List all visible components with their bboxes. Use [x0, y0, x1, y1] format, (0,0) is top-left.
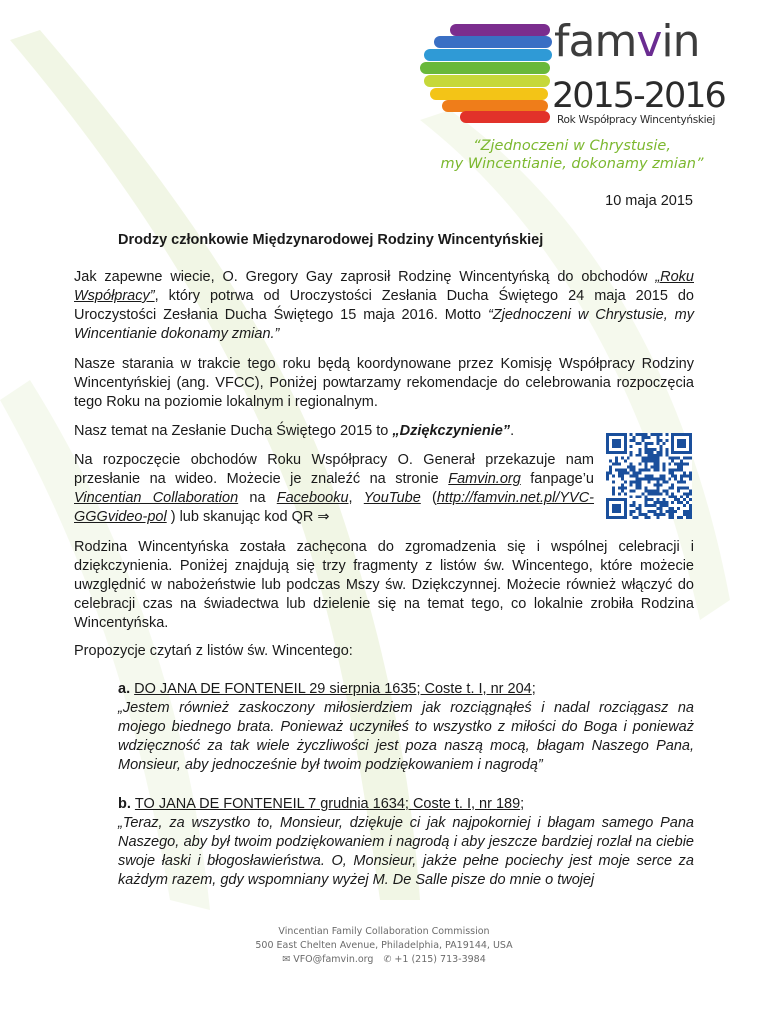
logo-subtitle: Rok Współpracy Wincentyńskiej	[557, 114, 716, 126]
paragraph-theme: Nasz temat na Zesłanie Ducha Świętego 2015 to „Dziękczynienie”.	[74, 423, 515, 439]
footer-email[interactable]: ✉ VFO@famvin.org	[282, 954, 374, 965]
logo-stripe	[424, 75, 550, 87]
salutation: Drodzy członkowie Międzynarodowej Rodziny Wincentyńskiej	[118, 232, 544, 248]
logo-stripe	[434, 36, 552, 48]
year-of-collaboration-link[interactable]: „Roku Współpracy”	[74, 269, 694, 304]
reading-quote: „Jestem również zaskoczony miłosierdziem jak rozciągnąłeś i nadal rozciągasz na mojego biednego brata. Ponieważ uczyniłeś to wszystko z miłości do Boga i ponieważ wdzięczność za tak wiele życzliwości jest poza naszą mocą, błagam Naszego Pana, Monsieur, aby jednocześnie był twoim podziękowaniem i nagrodą”	[118, 700, 694, 773]
famvin-link[interactable]: Famvin.org	[448, 471, 521, 487]
paragraph-video: Na rozpoczęcie obchodów Roku Współpracy O. Generał przekazuje nam przesłanie na wideo. Możecie je znaleźć na stronie Famvin.org fanpage’u Vincentian Collaboration na Facebooku, YouTube (http://famvin.net.pl/YVC-GGGvideo-pol ) lub skanując kod QR ⇒	[74, 452, 595, 525]
footer	[0, 925, 768, 967]
letter-date: 10 maja 2015	[605, 193, 693, 209]
facebook-link[interactable]: Facebooku	[276, 490, 349, 506]
video-url-link[interactable]: http://famvin.net.pl/YVC-GGGvideo-pol	[74, 490, 595, 525]
paragraph-readings-intro: Propozycje czytań z listów św. Wincentego:	[74, 643, 353, 659]
logo-stripe	[460, 111, 550, 123]
footer-address: 500 East Chelten Avenue, Philadelphia, PA19144, USA	[255, 940, 513, 951]
logo-stripe	[442, 100, 548, 112]
vincentian-collaboration-link[interactable]: Vincentian Collaboration	[74, 490, 239, 506]
famvin-wordmark: famvin	[554, 16, 700, 67]
paragraph-intro: Jak zapewne wiecie, O. Gregory Gay zaprosił Rodzinę Wincentyńską do obchodów „Roku Współpracy”, który potrwa od Uroczystości Zesłania Ducha Świętego 24 maja 2015 do Uroczystości Zesłania Ducha Świętego 15 maja 2016. Motto “Zjednoczeni w Chrystusie, my Wincentianie dokonamy zmian.”	[74, 269, 695, 342]
logo-years: 2015-2016	[552, 76, 725, 116]
footer-org: Vincentian Family Collaboration Commission	[278, 926, 490, 937]
reading-quote: „Teraz, za wszystko to, Monsieur, dziękuje ci jak najpokorniej i błagam samego Pana Naszego, aby był twoim podziękowaniem i nagrodą i aby jeszcze bardziej rozlał na ciebie swoje łaski i błogosławieństwa. O, Monsieur, jakże pełne pociechy jest moje serce za każdym razem, gdy wspomniany wyżej M. De Salle pisze do mnie o twojej	[118, 815, 694, 888]
reading-item: b. TO JANA DE FONTENEIL 7 grudnia 1634; Coste t. I, nr 189; „Teraz, za wszystko to, Monsieur, dziękuje ci jak najpokorniej i błagam samego Pana Naszego, aby był twoim podziękowaniem i nagrodą i aby jeszcze bardziej rozlał na ciebie swoje łaski i błogosławieństwa. O, Monsieur, jakże pełne pociechy jest moje serce za każdym razem, gdy wspomniany wyżej M. De Salle pisze do mnie o twojej	[118, 796, 694, 888]
paragraph-celebration: Rodzina Wincentyńska została zachęcona do zgromadzenia się i wspólnej celebracji i dziękczynienia. Poniżej znajdują się trzy fragmenty z listów św. Wincentego, które możecie uwzględnić w nabożeństwie lub podczas Mszy św. Dziękczynnej. Możecie również włączyć do celebracji czas na świadectwa lub dzielenie się na temat tego, co lokalnie zrobiła Rodzina Wincentyńska.	[74, 539, 694, 631]
reading-source: DO JANA DE FONTENEIL 29 sierpnia 1635; Coste t. I, nr 204	[134, 681, 532, 697]
footer-phone: ✆ +1 (215) 713-3984	[383, 954, 486, 965]
paragraph-coordination: Nasze starania w trakcie tego roku będą koordynowane przez Komisję Współpracy Rodziny Wincentyńskiej (ang. VFCC), Poniżej powtarzamy rekomendacje do celebrowania rozpoczęcia tego Roku na poziomie lokalnym i regionalnym.	[74, 356, 694, 410]
qr-code-icon[interactable]	[606, 433, 692, 519]
motto: “Zjednoczeni w Chrystusie, my Wincentianie, dokonamy zmian”	[440, 138, 704, 172]
logo-stripe	[450, 24, 550, 36]
logo-stripe	[430, 88, 548, 100]
reading-source: TO JANA DE FONTENEIL 7 grudnia 1634; Coste t. I, nr 189	[134, 796, 521, 812]
youtube-link[interactable]: YouTube	[363, 490, 421, 506]
reading-item: a. DO JANA DE FONTENEIL 29 sierpnia 1635; Coste t. I, nr 204; „Jestem również zaskoczony miłosierdziem jak rozciągnąłeś i nadal rozciągasz na mojego biednego brata. Ponieważ uczyniłeś to wszystko z miłości do Boga i ponieważ wdzięczność za tak wiele życzliwości jest poza naszą mocą, błagam Naszego Pana, Monsieur, aby jednocześnie był twoim podziękowaniem i nagrodą”	[118, 681, 694, 773]
logo-stripe	[424, 49, 552, 61]
logo-stripe	[420, 62, 550, 74]
